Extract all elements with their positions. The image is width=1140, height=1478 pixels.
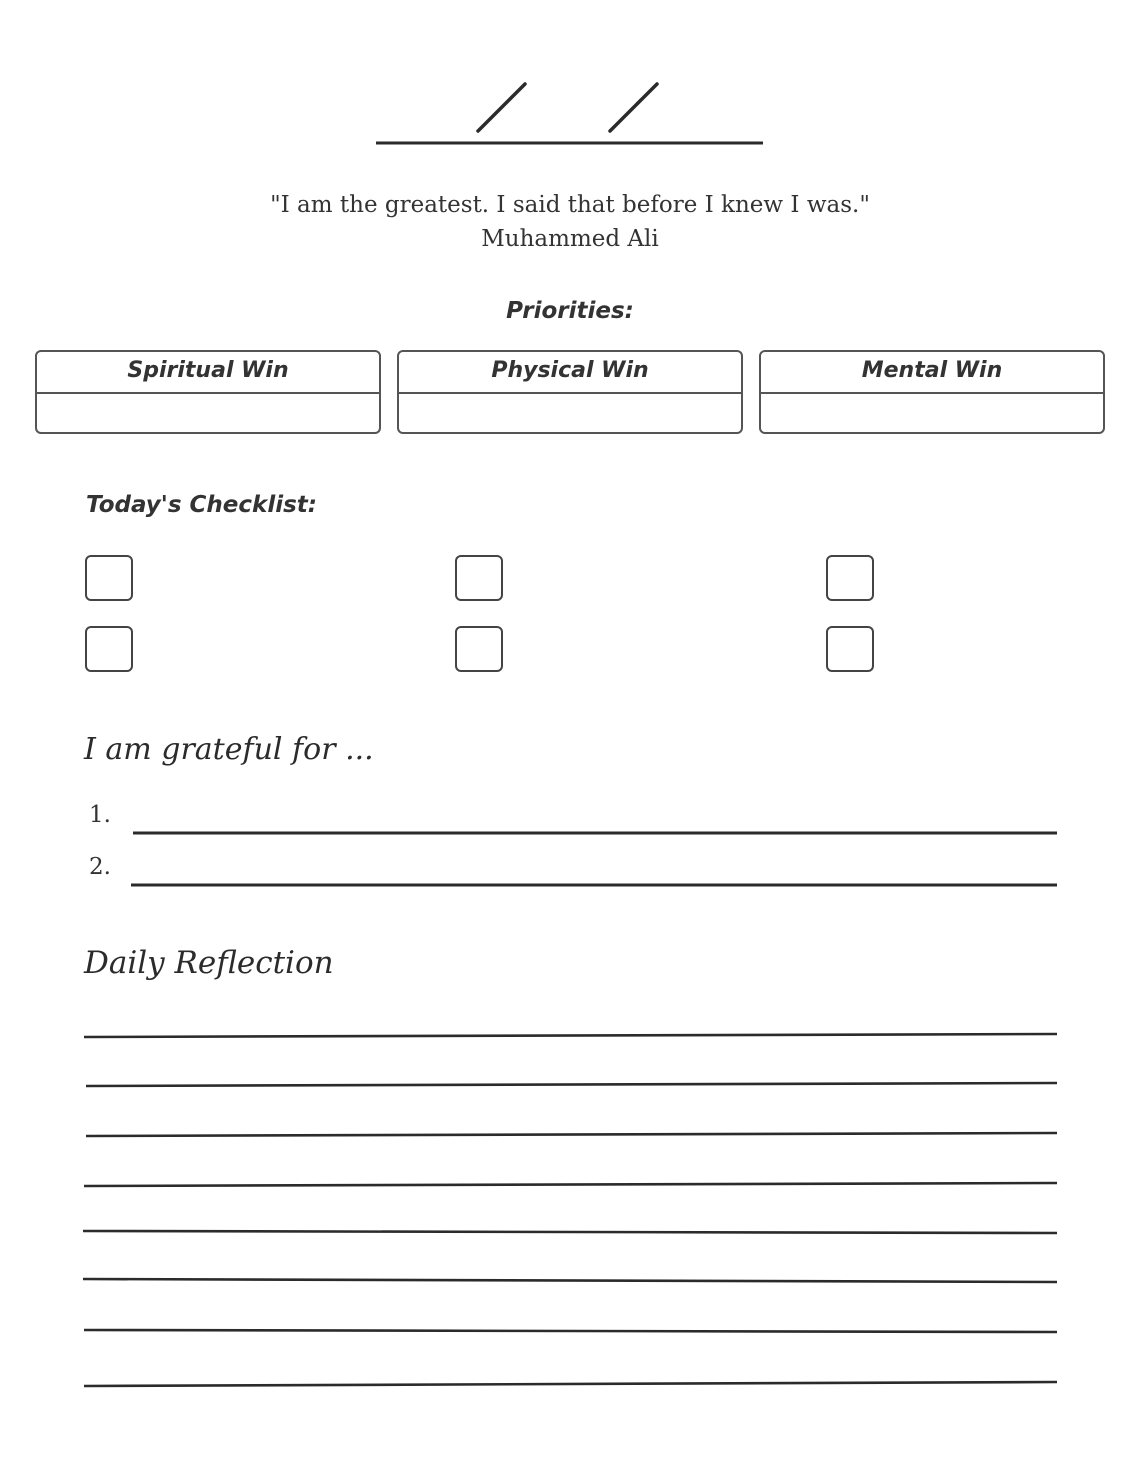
mental-win-box — [759, 350, 1105, 434]
spiritual-win-field[interactable] — [37, 394, 379, 434]
checklist-checkbox-3[interactable] — [826, 555, 874, 601]
reflection-line-8 — [84, 1382, 1057, 1386]
mental-win-field[interactable] — [761, 394, 1103, 434]
checklist-checkbox-6[interactable] — [826, 626, 874, 672]
priorities-heading: Priorities: — [506, 298, 634, 324]
date-field[interactable] — [370, 75, 770, 150]
gratitude-heading: I am grateful for ... — [84, 732, 374, 767]
checklist-heading: Today's Checklist: — [86, 492, 317, 518]
date-slash-1 — [478, 84, 525, 131]
reflection-line-2 — [86, 1083, 1057, 1086]
reflection-line-7 — [84, 1330, 1057, 1332]
spiritual-win-box — [35, 350, 381, 434]
date-slash-2 — [610, 84, 657, 131]
quote-block — [0, 188, 1140, 256]
spiritual-win-title: Spiritual Win — [37, 352, 379, 394]
gratitude-number-1: 1. — [89, 802, 111, 828]
quote-text: "I am the greatest. I said that before I knew I was." — [270, 192, 870, 218]
gratitude-number-2: 2. — [89, 854, 111, 880]
physical-win-field[interactable] — [399, 394, 741, 434]
physical-win-box — [397, 350, 743, 434]
reflection-heading: Daily Reflection — [84, 945, 334, 981]
reflection-line-1 — [84, 1034, 1057, 1037]
physical-win-title: Physical Win — [399, 352, 741, 394]
checklist-checkbox-2[interactable] — [455, 555, 503, 601]
reflection-line-3 — [86, 1133, 1057, 1136]
mental-win-title: Mental Win — [761, 352, 1103, 394]
reflection-line-6 — [83, 1279, 1057, 1282]
reflection-line-4 — [84, 1183, 1057, 1186]
checklist-checkbox-4[interactable] — [85, 626, 133, 672]
checklist-checkbox-1[interactable] — [85, 555, 133, 601]
reflection-line-5 — [83, 1231, 1057, 1233]
checklist-checkbox-5[interactable] — [455, 626, 503, 672]
quote-author: Muhammed Ali — [481, 226, 659, 252]
